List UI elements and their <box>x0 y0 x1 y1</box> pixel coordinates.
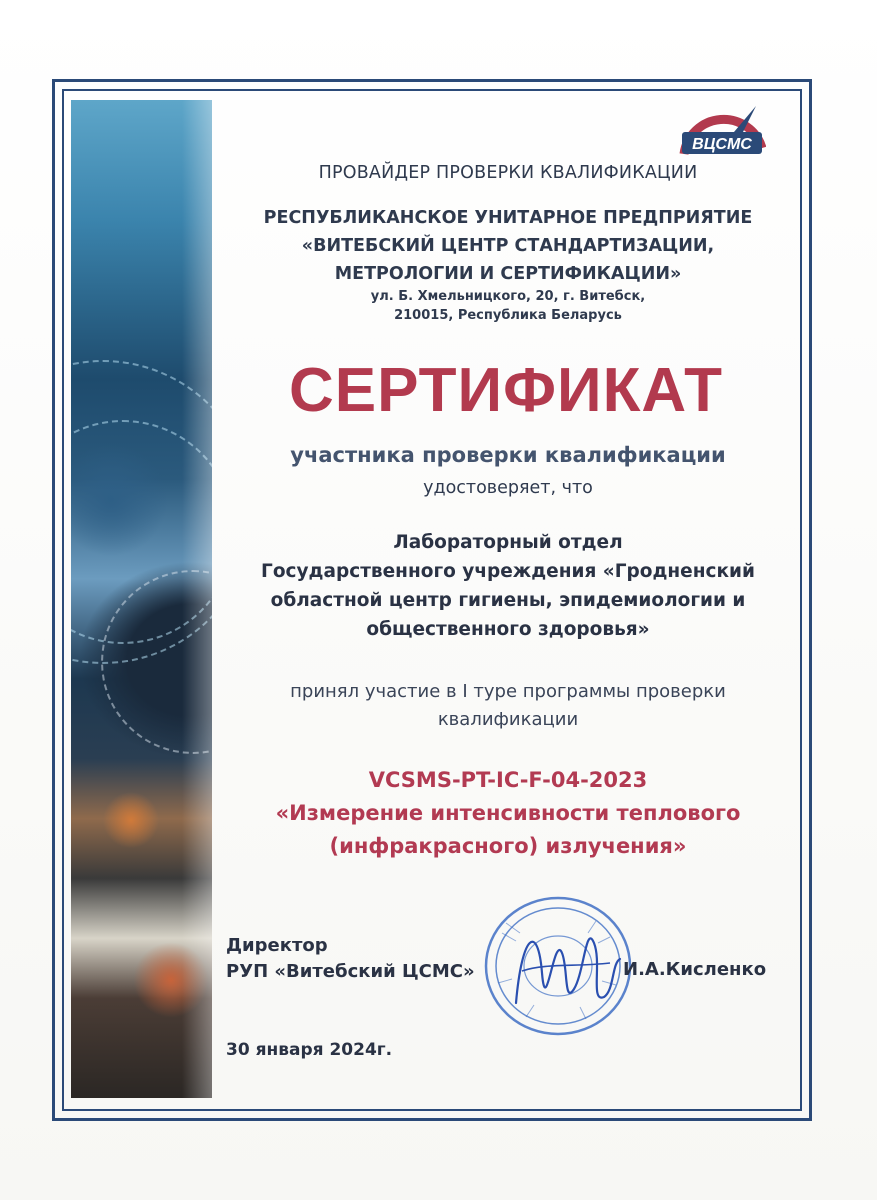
director-name: И.А.Кисленко <box>623 959 767 980</box>
participation-text <box>218 678 798 734</box>
laboratory-line: Лабораторный отдел <box>393 532 623 553</box>
vcsms-logo <box>676 102 766 160</box>
participation-line: принял участие в I туре программы проверки <box>290 681 726 702</box>
laboratory-name <box>218 528 798 644</box>
certifies-text: удостоверяет, что <box>423 478 593 498</box>
signature-scribble <box>516 938 620 1003</box>
address-line: ул. Б. Хмельницкого, 20, г. Витебск, <box>370 289 646 304</box>
program-name-line: (инфракрасного) излучения» <box>329 834 687 858</box>
organization-address <box>218 287 798 325</box>
provider-heading: ПРОВАЙДЕР ПРОВЕРКИ КВАЛИФИКАЦИИ <box>318 163 698 183</box>
position-line: Директор <box>226 935 328 956</box>
program-code: VCSMS-PT-IC-F-04-2023 <box>368 768 648 792</box>
laboratory-line: общественного здоровья» <box>366 619 650 640</box>
laboratory-line: областной центр гигиены, эпидемиологии и <box>270 590 746 611</box>
laboratory-line: Государственного учреждения «Гродненский <box>261 561 755 582</box>
program-name-line: «Измерение интенсивности теплового <box>275 801 741 825</box>
decorative-side-image <box>71 100 212 1098</box>
program-title <box>218 764 798 863</box>
participation-line: квалификации <box>437 709 579 730</box>
org-line: МЕТРОЛОГИИ И СЕРТИФИКАЦИИ» <box>334 264 682 284</box>
org-line: РЕСПУБЛИКАНСКОЕ УНИТАРНОЕ ПРЕДПРИЯТИЕ <box>263 208 753 228</box>
certificate-subtitle: участника проверки квалификации <box>290 443 726 467</box>
official-stamp <box>476 893 640 1039</box>
certificate-title: СЕРТИФИКАТ <box>289 356 723 425</box>
director-position <box>226 933 475 985</box>
position-line: РУП «Витебский ЦСМС» <box>226 961 475 982</box>
address-line: 210015, Республика Беларусь <box>394 308 622 323</box>
org-line: «ВИТЕБСКИЙ ЦЕНТР СТАНДАРТИЗАЦИИ, <box>301 236 715 256</box>
logo-text: ВЦСМС <box>692 136 752 153</box>
issue-date: 30 января 2024г. <box>226 1040 393 1060</box>
organization-name <box>218 204 798 288</box>
